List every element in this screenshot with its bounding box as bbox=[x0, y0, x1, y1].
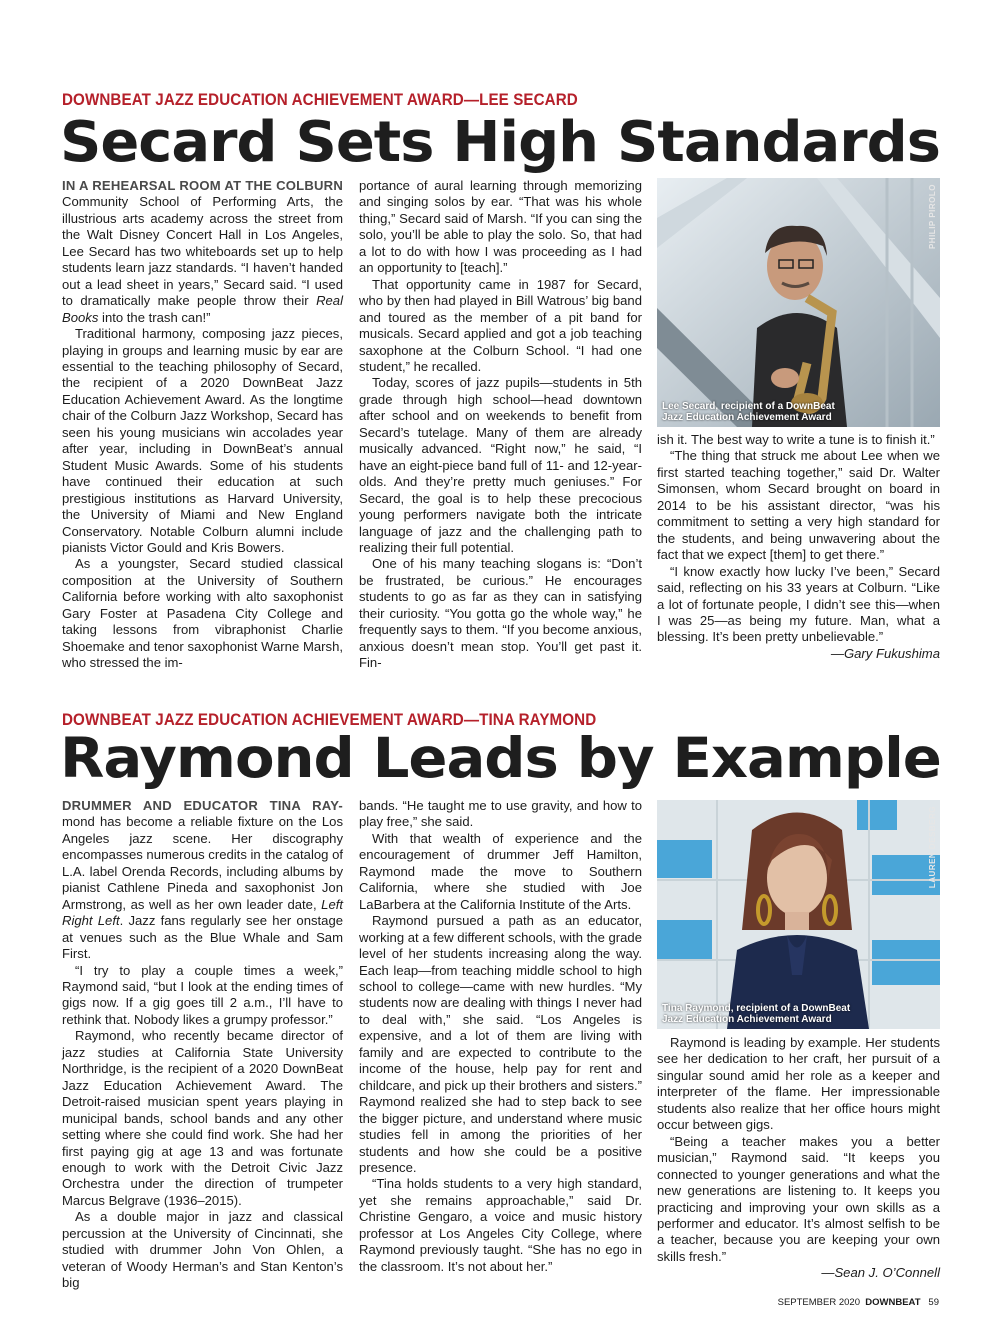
paragraph: One of his many teaching slogans is: “Don’t be frustrated, be curious.” He encourages students to go as far as they can in satisfying their curiosity. “You gotta go the whole way,” he frequently says to them. “If you become anxious, anxious doesn’t mean stop. You’ll get past it. Fin- bbox=[359, 556, 642, 671]
paragraph: Raymond pursued a path as an educator, working at a few different schools, with the grade level of her students increasing along the way. Each leap—from teaching middle school to high school to college—came with new hurdles. “My students now are dealing with things I never had to deal with,” she said. “Los Angeles is expensive, and a lot of them are living with family and are expected to contribute to the income of the house, help pay for rent and childcare, and pick up their brothers and sisters.” Raymond realized she had to step back to see the bigger picture, and understand where music studies fell in among the priorities of her students and how she could be a positive presence. bbox=[359, 913, 642, 1175]
paragraph: “Tina holds students to a very high standard, yet she remains approachable,” said Dr. Christine Gengaro, a voice and music history professor at Los Angeles City College, where Raymond previously taught. “She has no ego in the classroom. It’s not about her.” bbox=[359, 1176, 642, 1274]
paragraph bbox=[62, 178, 343, 326]
photo-credit: PHILIP PIROLO bbox=[928, 184, 937, 250]
lee-secard-photo bbox=[657, 178, 940, 427]
paragraph: As a youngster, Secard studied classical composition at the University of Southern California before working with alto saxophonist Gary Foster at Pasadena City College and taking lessons from vibraphonist Charlie Shoemake and tenor saxophonist Warne Marsh, who stressed the im- bbox=[62, 556, 343, 671]
text-run: Community School of Performing Arts, the illustrious arts academy across the street from the Walt Disney Concert Hall in Los Angeles, Lee Secard has two whiteboards set up to help students learn jazz standards. “I haven’t handed out a lead sheet in years,” Secard said. “I used to dramatically make people throw their bbox=[62, 194, 343, 309]
caption-line: Jazz Education Achievement Award bbox=[662, 1013, 832, 1025]
paragraph: Raymond, who recently became director of jazz studies at California State University Northridge, is the recipient of a 2020 DownBeat Jazz Education Achievement Award. The Detroit-raised musician spent years playing in municipal bands, school bands and any other setting where she could find work. She had her first paying gig at age 13 and was fortunate enough to work with the Detroit Civic Jazz Orchestra under the direction of trumpeter Marcus Belgrave (1936–2015). bbox=[62, 1028, 343, 1208]
article2-column-1 bbox=[62, 798, 343, 1292]
paragraph: As a double major in jazz and classical percussion at the University of Cincinnati, she studied with drummer John Von Ohlen, a veteran of Woody Herman’s and Stan Kenton’s big bbox=[62, 1209, 343, 1291]
paragraph: Raymond is leading by example. Her students see her dedication to her craft, her pursuit of a singular sound amid her role as a keeper and interpreter of the flame. Her impressionable students also realize that her office hours might occur between gigs. bbox=[657, 1035, 940, 1133]
book-title: Real Books bbox=[62, 293, 343, 325]
caption-line: Tina Raymond, recipient of a DownBeat bbox=[662, 1003, 851, 1014]
paragraph: “I know exactly how lucky I’ve been,” Secard said, reflecting on his 33 years at Colburn. “Like a lot of fortunate people, I didn’t see this—when I was 25—as being my future. Man, what a blessing. It’s been pretty unbelievable.” bbox=[657, 563, 940, 645]
lead-in: DRUMMER AND EDUCATOR TINA RAY- bbox=[62, 798, 343, 813]
paragraph: “Being a teacher makes you a better musician,” Raymond said. “It keeps you connected to younger generations and what the new generations are listening to. It keeps you practicing and improving your own skills as a performer and educator. It’s almost selfish to be a teacher, because you are keeping your own skills fresh.” bbox=[657, 1133, 940, 1264]
text-run: mond has become a reliable fixture on the Los Angeles jazz scene. Her discography encompasses numerous credits in the catalog of L.A. label Orenda Records, including albums by pianist Cathlene Pineda and saxophonist Jon Armstrong, as well as her own leader date, bbox=[62, 814, 343, 912]
paragraph: ish it. The best way to write a tune is to finish it.” bbox=[657, 432, 935, 447]
magazine-name: DOWNBEAT bbox=[865, 1297, 921, 1308]
article2-column-3 bbox=[657, 1035, 940, 1282]
article1-column-3 bbox=[657, 432, 940, 662]
text-run: into the trash can!” bbox=[98, 309, 211, 325]
album-title: Left Right Left bbox=[62, 896, 343, 929]
paragraph: That opportunity came in 1987 for Secard, who by then had played in Bill Watrous’ big band and toured as the member of a pit band for musicals. Secard applied and got a job teaching saxophone at the Colburn School. “I had one student,” he recalled. bbox=[359, 276, 642, 374]
page-footer bbox=[778, 1297, 939, 1308]
paragraph: “I try to play a couple times a week,” Raymond said, “but I look at the ending times of gigs now. If a gig goes till 2 a.m., I’ll have to rethink that. Nobody likes a grumpy professor.” bbox=[62, 962, 343, 1027]
paragraph: Traditional harmony, composing jazz pieces, playing in groups and learning music by ear are essential to the teaching philosophy of Secard, the recipient of a 2020 DownBeat Jazz Education Achievement Award. As the longtime chair of the Colburn Jazz Workshop, Secard has seen his young musicians win accolades year after year, including in DownBeat’s annual Student Music Awards. Some of his students have continued their education at such prestigious institutions as Harvard University, the University of Miami and New England Conservatory. Notable Colburn alumni include pianists Victor Gould and Kris Bowers. bbox=[62, 326, 343, 555]
photo-illustration bbox=[657, 178, 940, 427]
lead-in: IN A REHEARSAL ROOM AT THE COLBURN bbox=[62, 178, 343, 193]
photo-caption bbox=[662, 402, 835, 423]
article1-headline: Secard Sets High Standards bbox=[60, 110, 940, 175]
author-byline: —Sean J. O’Connell bbox=[821, 1265, 940, 1281]
photo-illustration bbox=[657, 800, 940, 1029]
paragraph: With that wealth of experience and the encouragement of drummer Jeff Hamilton, Raymond made the move to Southern California, where she studied with Joe LaBarbera at the California Institute of the Arts. bbox=[359, 830, 642, 912]
article1-column-2 bbox=[359, 178, 642, 672]
article2-kicker: DOWNBEAT JAZZ EDUCATION ACHIEVEMENT AWARD—TINA RAYMOND bbox=[62, 711, 597, 729]
paragraph bbox=[62, 798, 343, 963]
tina-raymond-photo bbox=[657, 800, 940, 1029]
page-number: 59 bbox=[928, 1297, 939, 1308]
issue-date: SEPTEMBER 2020 bbox=[777, 1297, 860, 1308]
paragraph: “The thing that struck me about Lee when we first started teaching together,” said Dr. Walter Simonsen, whom Secard brought on board in 2014 to be his assistant director, “was his commitment to setting a very high standard for the students, and being unwavering about the fact that we expect [them] to get there.” bbox=[657, 448, 940, 563]
photo-credit: LAUREN DESBERG bbox=[928, 806, 937, 889]
text-run: . Jazz fans regularly see her onstage at venues such as the Blue Whale and Sam First. bbox=[62, 913, 344, 962]
article2-column-2 bbox=[359, 798, 642, 1275]
paragraph: bands. “He taught me to use gravity, and how to play free,” she said. bbox=[359, 798, 642, 830]
caption-line: Lee Secard, recipient of a DownBeat bbox=[662, 401, 835, 412]
paragraph: portance of aural learning through memorizing and singing solos by ear. “That was his whole thing,” Secard said of Marsh. “If you can sing the solo, you’ll be able to play the solo. So, that had a lot to do with how I was proceeding as I had an opportunity to [teach].” bbox=[359, 178, 642, 276]
photo-caption bbox=[662, 1004, 850, 1025]
article1-column-1 bbox=[62, 178, 343, 672]
article2-headline: Raymond Leads by Example bbox=[60, 726, 941, 790]
paragraph: Today, scores of jazz pupils—students in 5th grade through high school—head downtown after school and on weekends to benefit from Secard’s tutelage. Many of them are already musically advanced. “Right now,” he said, “I have an eight-piece band full of 11- and 12-year-olds. And they’re pretty much geniuses.” For Secard, the goal is to help these precocious young performers navigate both the intricate language of jazz and the challenging path to realizing their full potential. bbox=[359, 375, 642, 555]
author-byline: —Gary Fukushima bbox=[830, 645, 940, 661]
article1-kicker: DOWNBEAT JAZZ EDUCATION ACHIEVEMENT AWARD—LEE SECARD bbox=[62, 91, 578, 109]
caption-line: Jazz Education Achievement Award bbox=[662, 411, 832, 423]
